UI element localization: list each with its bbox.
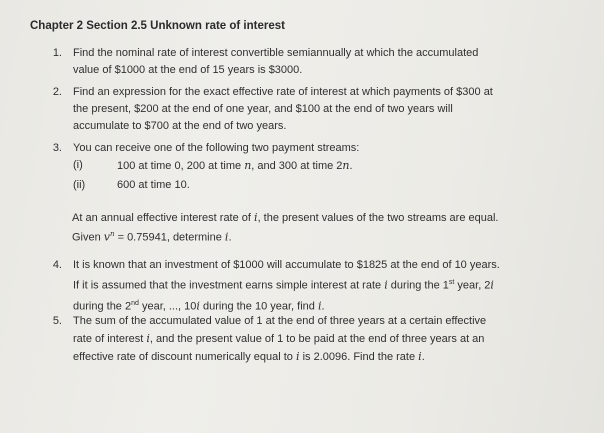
stream-text: 600 at time 10. — [117, 179, 190, 191]
problem-number: 5. — [52, 315, 62, 327]
problem-line: The sum of the accumulated value of 1 at the end of three years at a certain effective — [73, 315, 487, 327]
stream-tag: (i) — [73, 159, 83, 171]
problem-3 — [30, 140, 590, 160]
problem-number: 2. — [52, 86, 62, 98]
problem-line: the present, $200 at the end of one year, and $100 at the end of two years will — [73, 103, 453, 115]
problem-2 — [30, 84, 590, 140]
stream-text: 100 at time 0, 200 at time n, and 300 at time 2n. — [117, 159, 353, 172]
problem-number: 4. — [52, 259, 62, 271]
problem-line: during the 2nd year, ..., 10i during the 10 year, find i. — [73, 299, 325, 313]
problem-line: If it is assumed that the investment earns simple interest at rate i during the 1st year, 2i — [73, 278, 494, 292]
problem-number: 1. — [52, 47, 62, 59]
problem-line: accumulate to $700 at the end of two years. — [73, 120, 287, 132]
problem-line: It is known that an investment of $1000 will accumulate to $1825 at the end of 10 years. — [73, 259, 500, 271]
stream-tag: (ii) — [73, 179, 86, 191]
problem-4 — [30, 257, 590, 313]
problem-3-followup-line: Given $v^n = 0.75941$, determine i. — [72, 230, 232, 244]
problem-1 — [30, 45, 590, 85]
problem-line: value of $1000 at the end of 15 years is $3000. — [73, 64, 303, 76]
problem-line: You can receive one of the following two payment streams: — [73, 142, 360, 154]
problem-number: 3. — [52, 142, 62, 154]
payment-stream-ii — [73, 179, 493, 195]
problem-line: Find the nominal rate of interest convertible semiannually at which the accumulated — [73, 47, 479, 59]
problem-line: effective rate of discount numerically equal to i is 2.0096. Find the rate i. — [73, 350, 425, 363]
page-title: Chapter 2 Section 2.5 Unknown rate of interest — [30, 20, 285, 32]
problem-5 — [30, 313, 590, 369]
payment-stream-i — [73, 159, 493, 175]
problem-line: Find an expression for the exact effective rate of interest at which payments of $300 at — [73, 86, 493, 98]
problem-3-followup-line: At an annual effective interest rate of i, the present values of the two streams are equal. — [72, 211, 499, 224]
problem-line: rate of interest i, and the present value of 1 to be paid at the end of three years at an — [73, 332, 485, 345]
